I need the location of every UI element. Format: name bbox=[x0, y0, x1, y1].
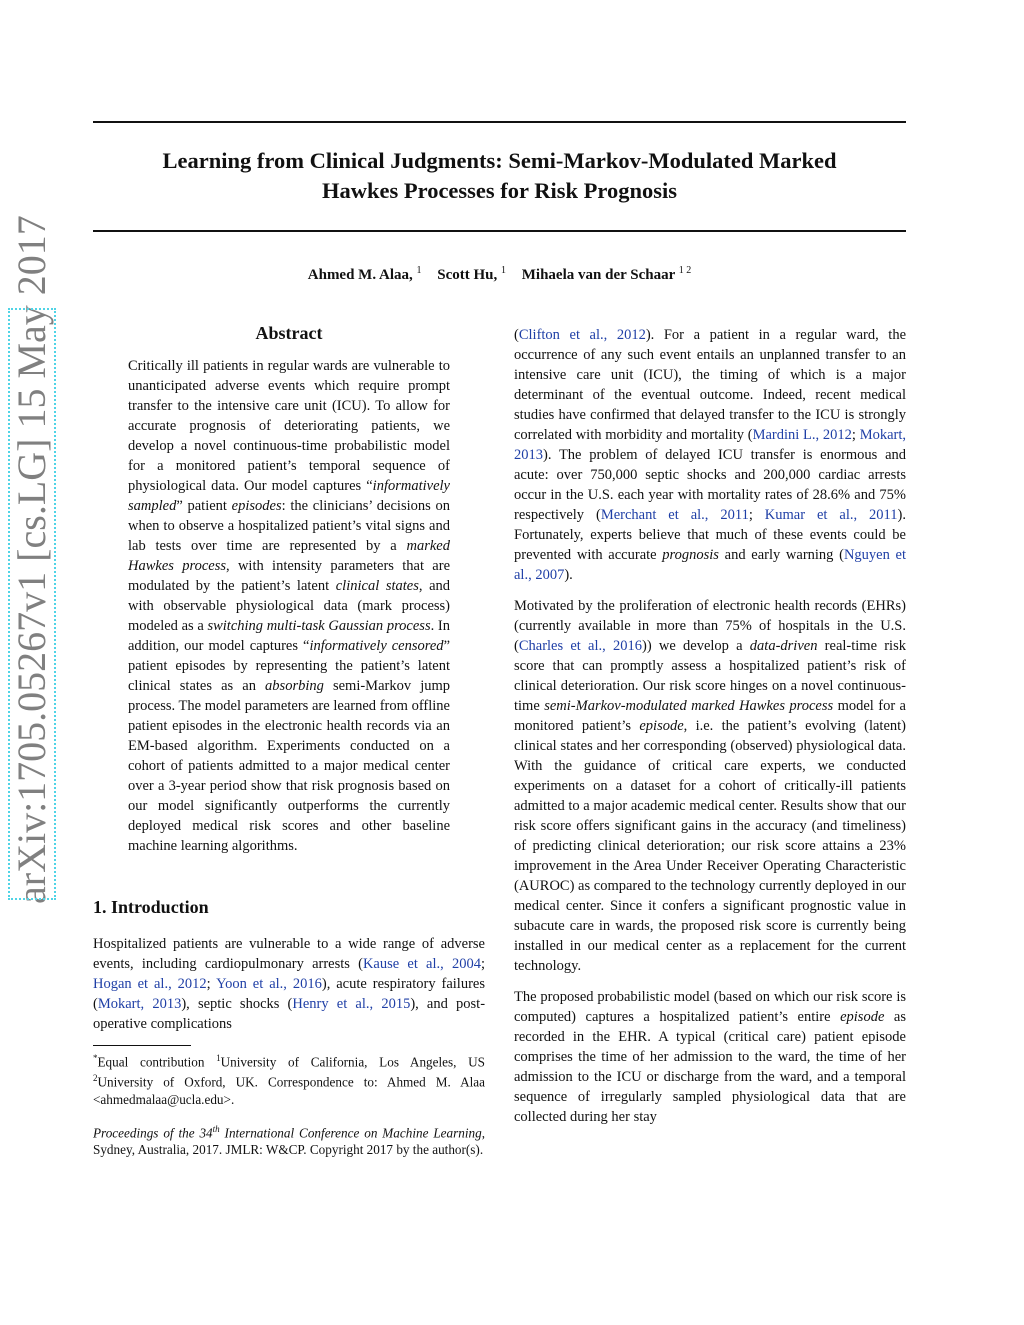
abstract-text: Critically ill patients in regular wards are vulnerable to unanticipated adverse events which require prompt transfer to the intensive care unit (ICU). To allow for accurate prognosis of deteriorating patients, we develop a novel continuous-time probabilistic model for a monitored patient’s temporal sequence of physiological data. Our model captures “informatively sampled” patient episodes: the clinicians’ decisions on when to observe a hospitalized patient’s vital signs and lab tests over time are represented by a marked Hawkes process, with intensity parameters that are modulated by the patient’s latent clinical states, and with observable physiological data (mark process) modeled as a switching multi-task Gaussian process. In addition, our model captures “informatively censored” patient episodes by representing the patient’s latent clinical states as an absorbing semi-Markov jump process. The model parameters are learned from offline patient episodes in the electronic health records via an EM-based algorithm. Experiments conducted on a cohort of patients admitted to a major medical center over a 3-year period show that risk prognosis based on our model significantly outperforms the currently deployed medical risk scores and other baseline machine learning algorithms. bbox=[128, 358, 451, 854]
left-column bbox=[93, 320, 485, 1171]
intro-paragraph: Hospitalized patients are vulnerable to a wide range of adverse events, including cardiopulmonary arrests (Kause et al., 2004; Hogan et al., 2012; Yoon et al., 2016), acute respiratory failures (Mokart, 2013), septic shocks (Henry et al., 2015), and post-operative complications bbox=[93, 936, 486, 1032]
abstract bbox=[93, 320, 485, 856]
citation-link[interactable]: Henry et al., 2015 bbox=[292, 996, 411, 1012]
proceedings-footnote: Proceedings of the 34th International Conference on Machine Learning, Sydney, Australia, 2017. JMLR: W&CP. Copyright 2017 by the author(s). bbox=[93, 1123, 485, 1158]
citation-link[interactable]: Mokart, 2013 bbox=[97, 996, 182, 1012]
author-list bbox=[93, 265, 906, 284]
author-2: Scott Hu, $^1$ bbox=[437, 265, 507, 283]
arxiv-stamp[interactable]: arXiv:1705.05267v1 [cs.LG] 15 May 2017 bbox=[4, 304, 60, 904]
footnotes bbox=[93, 1050, 485, 1158]
citation-link[interactable]: Mardini L., 2012 bbox=[752, 427, 852, 443]
footnote-divider bbox=[93, 1045, 191, 1046]
author-1: Ahmed M. Alaa, $^1$ bbox=[307, 265, 422, 283]
body-paragraph-1: (Clifton et al., 2012). For a patient in a regular ward, the occurrence of any such event entails an unplanned transfer to an intensive care unit (ICU), the timing of which is a major determinant of the eventual outcome. Indeed, recent medical studies have confirmed that delayed transfer to the ICU is strongly correlated with morbidity and mortality (Mardini L., 2012; Mokart, 2013). The problem of delayed ICU transfer is enormous and acute: over 750,000 septic shocks and 200,000 cardiac arrests occur in the U.S. each year with mortality rates of 28.6% and 75% respectively (Merchant et al., 2011; Kumar et al., 2011). Fortunately, experts believe that much of these events could be prevented with accurate prognosis and early warning (Nguyen et al., 2007). bbox=[514, 327, 907, 583]
citation-link[interactable]: Nguyen et al., 2007 bbox=[514, 547, 906, 583]
abstract-heading: Abstract bbox=[255, 323, 323, 343]
title-bottom-rule bbox=[93, 230, 906, 232]
citation-link[interactable]: Mokart, 2013 bbox=[514, 427, 907, 463]
body-paragraph-3: The proposed probabilistic model (based on which our risk score is computed) captures a hospitalized patient’s entire episode as recorded in the EHR. A typical (critical care) patient episode comprises the time of her admission to the ward, the time of her admission to the ICU or discharge from the ward, and a temporal sequence of irregularly sampled physiological data that are collected during her stay bbox=[514, 989, 906, 1125]
title-line-2: Hawkes Processes for Risk Prognosis bbox=[321, 178, 677, 203]
citation-link[interactable]: Charles et al., 2016 bbox=[518, 638, 642, 654]
citation-link[interactable]: Merchant et al., 2011 bbox=[600, 507, 749, 523]
top-rule bbox=[93, 121, 906, 123]
citation-link[interactable]: Hogan et al., 2012 bbox=[93, 976, 207, 992]
citation-link[interactable]: Kause et al., 2004 bbox=[362, 956, 481, 972]
section-heading-introduction: 1. Introduction bbox=[93, 897, 209, 917]
citation-link[interactable]: Clifton et al., 2012 bbox=[518, 327, 646, 343]
citation-link[interactable]: Kumar et al., 2011 bbox=[764, 507, 898, 523]
title-line-1: Learning from Clinical Judgments: Semi-Markov-Modulated Marked bbox=[162, 148, 837, 173]
citation-link[interactable]: Yoon et al., 2016 bbox=[216, 976, 322, 992]
right-column bbox=[514, 325, 906, 1138]
author-3: Mihaela van der Schaar $^{1 2}$ bbox=[521, 265, 692, 283]
body-paragraph-2: Motivated by the proliferation of electronic health records (EHRs) (currently available in more than 75% of hospitals in the U.S. (Charles et al., 2016)) we develop a data-driven real-time risk score that can promptly assess a hospitalized patient’s risk of clinical deterioration. Our risk score hinges on a novel continuous-time semi-Markov-modulated marked Hawkes process model for a monitored patient’s episode, i.e. the patient’s evolving (latent) clinical states and her corresponding (observed) physiological data. With the guidance of critical care experts, we conducted experiments on a dataset for a cohort of critically-ill patients admitted to a major academic medical center. Results show that our risk score offers significant gains in the accuracy (and timeliness) of predicting clinical deterioration; our risk score attains a 23% improvement in the Area Under Receiver Operating Characteristic (AUROC) as compared to the technology currently deployed in our medical center. Since it confers a significant prognostic value in subacute care in wards, the proposed risk score is currently being installed in our medical center as a replacement for the current technology. bbox=[514, 598, 906, 974]
paper-title bbox=[93, 146, 906, 206]
affiliation-footnote: *Equal contribution $^1$University of California, Los Angeles, US $^2$University of Oxford, UK. Correspondence to: Ahmed M. Alaa <ahmedmalaa@ucla.edu>. bbox=[93, 1053, 485, 1107]
